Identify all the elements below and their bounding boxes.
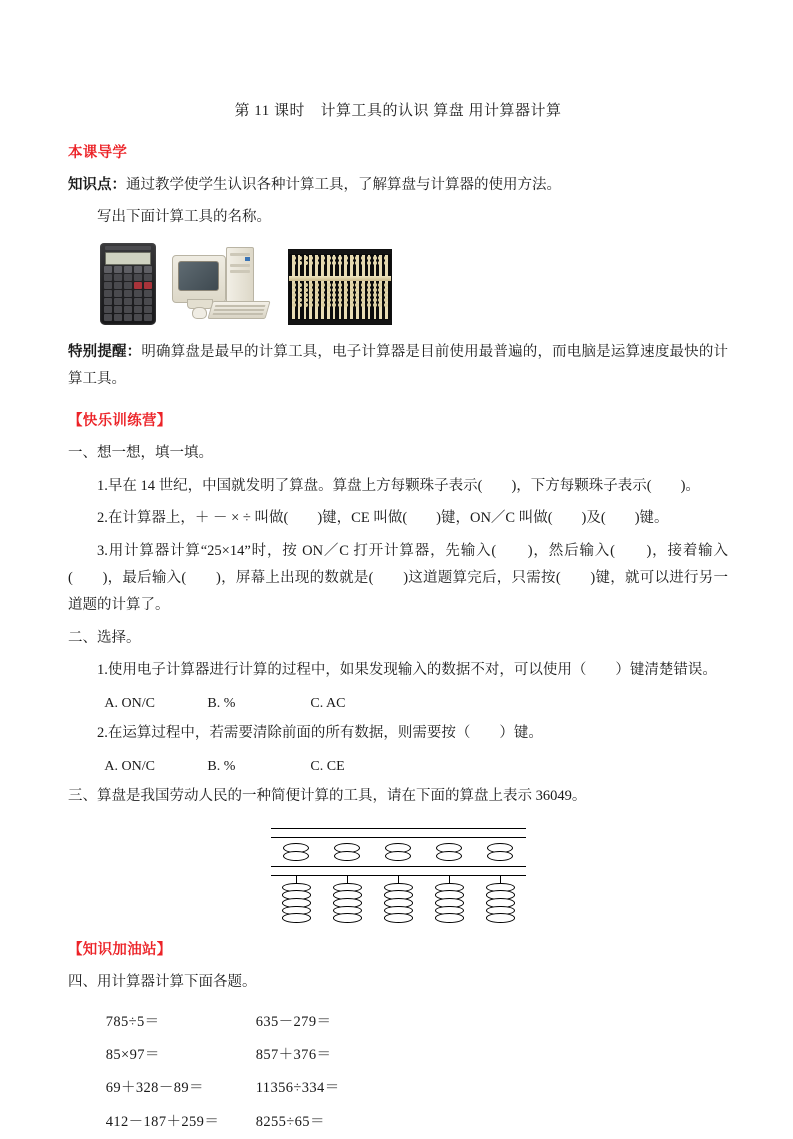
monitor-screen (178, 261, 219, 291)
option-b[interactable]: B. % (207, 759, 236, 775)
part1-item-1: 1.早在 14 世纪，中国就发明了算盘。算盘上方每颗珠子表示( )，下方每颗珠子表示( )。 (97, 477, 700, 494)
guide-heading: 本课导学 (68, 144, 128, 161)
training-camp-heading: 【快乐训练营】 (68, 412, 172, 429)
abacus-bead[interactable] (283, 851, 309, 861)
power-led (245, 257, 250, 261)
part1-item-2: 2.在计算器上，＋ － × ÷ 叫做( )键，CE 叫做( )键，ON／C 叫做( )及( )键。 (97, 510, 669, 527)
abacus-bead[interactable] (436, 851, 462, 861)
abacus-lower-rail-line (271, 866, 526, 867)
knowledge-boost-heading: 【知识加油站】 (68, 941, 172, 958)
keyboard (207, 301, 270, 319)
option-a[interactable]: A. ON/C (104, 696, 155, 712)
abacus-bead[interactable] (486, 913, 515, 923)
exercise-row (68, 1039, 728, 1072)
abacus-bead[interactable] (384, 913, 413, 923)
abacus-upper-column[interactable] (330, 838, 364, 866)
exercise-item[interactable]: 857＋376＝ (255, 1047, 332, 1064)
abacus-photo (288, 249, 392, 325)
knowledge-point-label: 知识点： (68, 176, 126, 193)
calculator-photo (100, 243, 156, 325)
option-c[interactable]: C. CE (310, 759, 345, 775)
abacus-diagram[interactable] (271, 824, 526, 922)
abacus-bead[interactable] (333, 913, 362, 923)
abacus-bead[interactable] (385, 851, 411, 861)
part2-question-2-options (68, 753, 728, 781)
abacus-lower-column[interactable] (483, 875, 517, 922)
abacus-lower-column[interactable] (432, 875, 466, 922)
abacus-upper-column[interactable] (279, 838, 313, 866)
guide-instruction: 写出下面计算工具的名称。 (97, 209, 271, 226)
abacus-frame-top-line (271, 828, 526, 829)
calculator-screen (105, 252, 151, 265)
drive-bay (230, 270, 250, 273)
exercise-item[interactable]: 69＋328－89＝ (105, 1080, 204, 1097)
computer-tower (226, 247, 254, 307)
part2-title: 二、选择。 (68, 629, 141, 646)
abacus-photo-beam (289, 276, 391, 281)
exercise-row (68, 1006, 728, 1039)
option-c[interactable]: C. AC (310, 696, 346, 712)
mouse (192, 307, 207, 319)
exercise-item[interactable]: 11356÷334＝ (255, 1080, 340, 1097)
abacus-photo-upper-beads (292, 256, 388, 275)
abacus-upper-deck (271, 838, 526, 866)
part3-title: 三、算盘是我国劳动人民的一种简便计算的工具，请在下面的算盘上表示 36049。 (68, 788, 587, 805)
drive-bay (230, 264, 250, 267)
part4-title: 四、用计算器计算下面各题。 (68, 973, 257, 990)
crt-monitor (172, 255, 226, 303)
abacus-lower-column[interactable] (330, 875, 364, 922)
abacus-bead[interactable] (435, 913, 464, 923)
special-tip-paragraph (68, 339, 728, 393)
abacus-upper-column[interactable] (483, 838, 517, 866)
calculation-exercise-list (68, 1006, 728, 1139)
exercise-row (68, 1106, 728, 1139)
computer-photo (170, 243, 274, 325)
part1-item-3: 3.用计算器计算“25×14”时，按 ON／C 打开计算器，先输入( )，然后输入( )，接着输入( )，最后输入( )，屏幕上出现的数就是( )这道题算完后，只需按( )键，就可以进行另一道题的计算了。 (68, 543, 728, 613)
abacus-photo-frame-top (289, 250, 391, 254)
abacus-bead[interactable] (487, 851, 513, 861)
abacus-diagram-wrapper (68, 824, 728, 922)
abacus-lower-column[interactable] (381, 875, 415, 922)
abacus-lower-deck (271, 875, 526, 922)
calculator-brand-strip (105, 246, 151, 250)
calculation-tools-image-row (100, 241, 728, 325)
part2-question-1-stem: 1.使用电子计算器进行计算的过程中，如果发现输入的数据不对，可以使用（ ）键清楚错误。 (97, 662, 717, 679)
abacus-bead[interactable] (282, 913, 311, 923)
page-title: 第 11 课时 计算工具的认识 算盘 用计算器计算 (234, 103, 562, 119)
part2-question-1-options (68, 690, 728, 718)
part2-question-2-stem: 2.在运算过程中，若需要清除前面的所有数据，则需要按（ ）键。 (97, 725, 543, 742)
option-a[interactable]: A. ON/C (104, 759, 155, 775)
part1-title: 一、想一想，填一填。 (68, 444, 213, 461)
abacus-bead[interactable] (334, 851, 360, 861)
knowledge-point-text: 通过教学使学生认识各种计算工具，了解算盘与计算器的使用方法。 (126, 176, 561, 193)
exercise-item[interactable]: 8255÷65＝ (255, 1113, 325, 1130)
abacus-photo-lower-beads (292, 283, 388, 318)
special-tip-label: 特别提醒： (68, 344, 142, 361)
drive-bay (230, 253, 250, 256)
abacus-photo-frame-bottom (289, 320, 391, 324)
exercise-item[interactable]: 785÷5＝ (105, 1013, 160, 1030)
exercise-row (68, 1072, 728, 1105)
special-tip-text: 明确算盘是最早的计算工具，电子计算器是目前使用最普遍的，而电脑是运算速度最快的计算工具。 (68, 344, 729, 387)
option-b[interactable]: B. % (207, 696, 236, 712)
abacus-upper-column[interactable] (381, 838, 415, 866)
exercise-item[interactable]: 635－279＝ (255, 1013, 332, 1030)
abacus-upper-column[interactable] (432, 838, 466, 866)
exercise-item[interactable]: 85×97＝ (105, 1047, 160, 1064)
page-content (68, 100, 728, 1139)
calculator-keypad (104, 266, 152, 321)
exercise-item[interactable]: 412－187＋259＝ (105, 1113, 220, 1130)
abacus-lower-column[interactable] (279, 875, 313, 922)
knowledge-point-paragraph (68, 172, 728, 199)
